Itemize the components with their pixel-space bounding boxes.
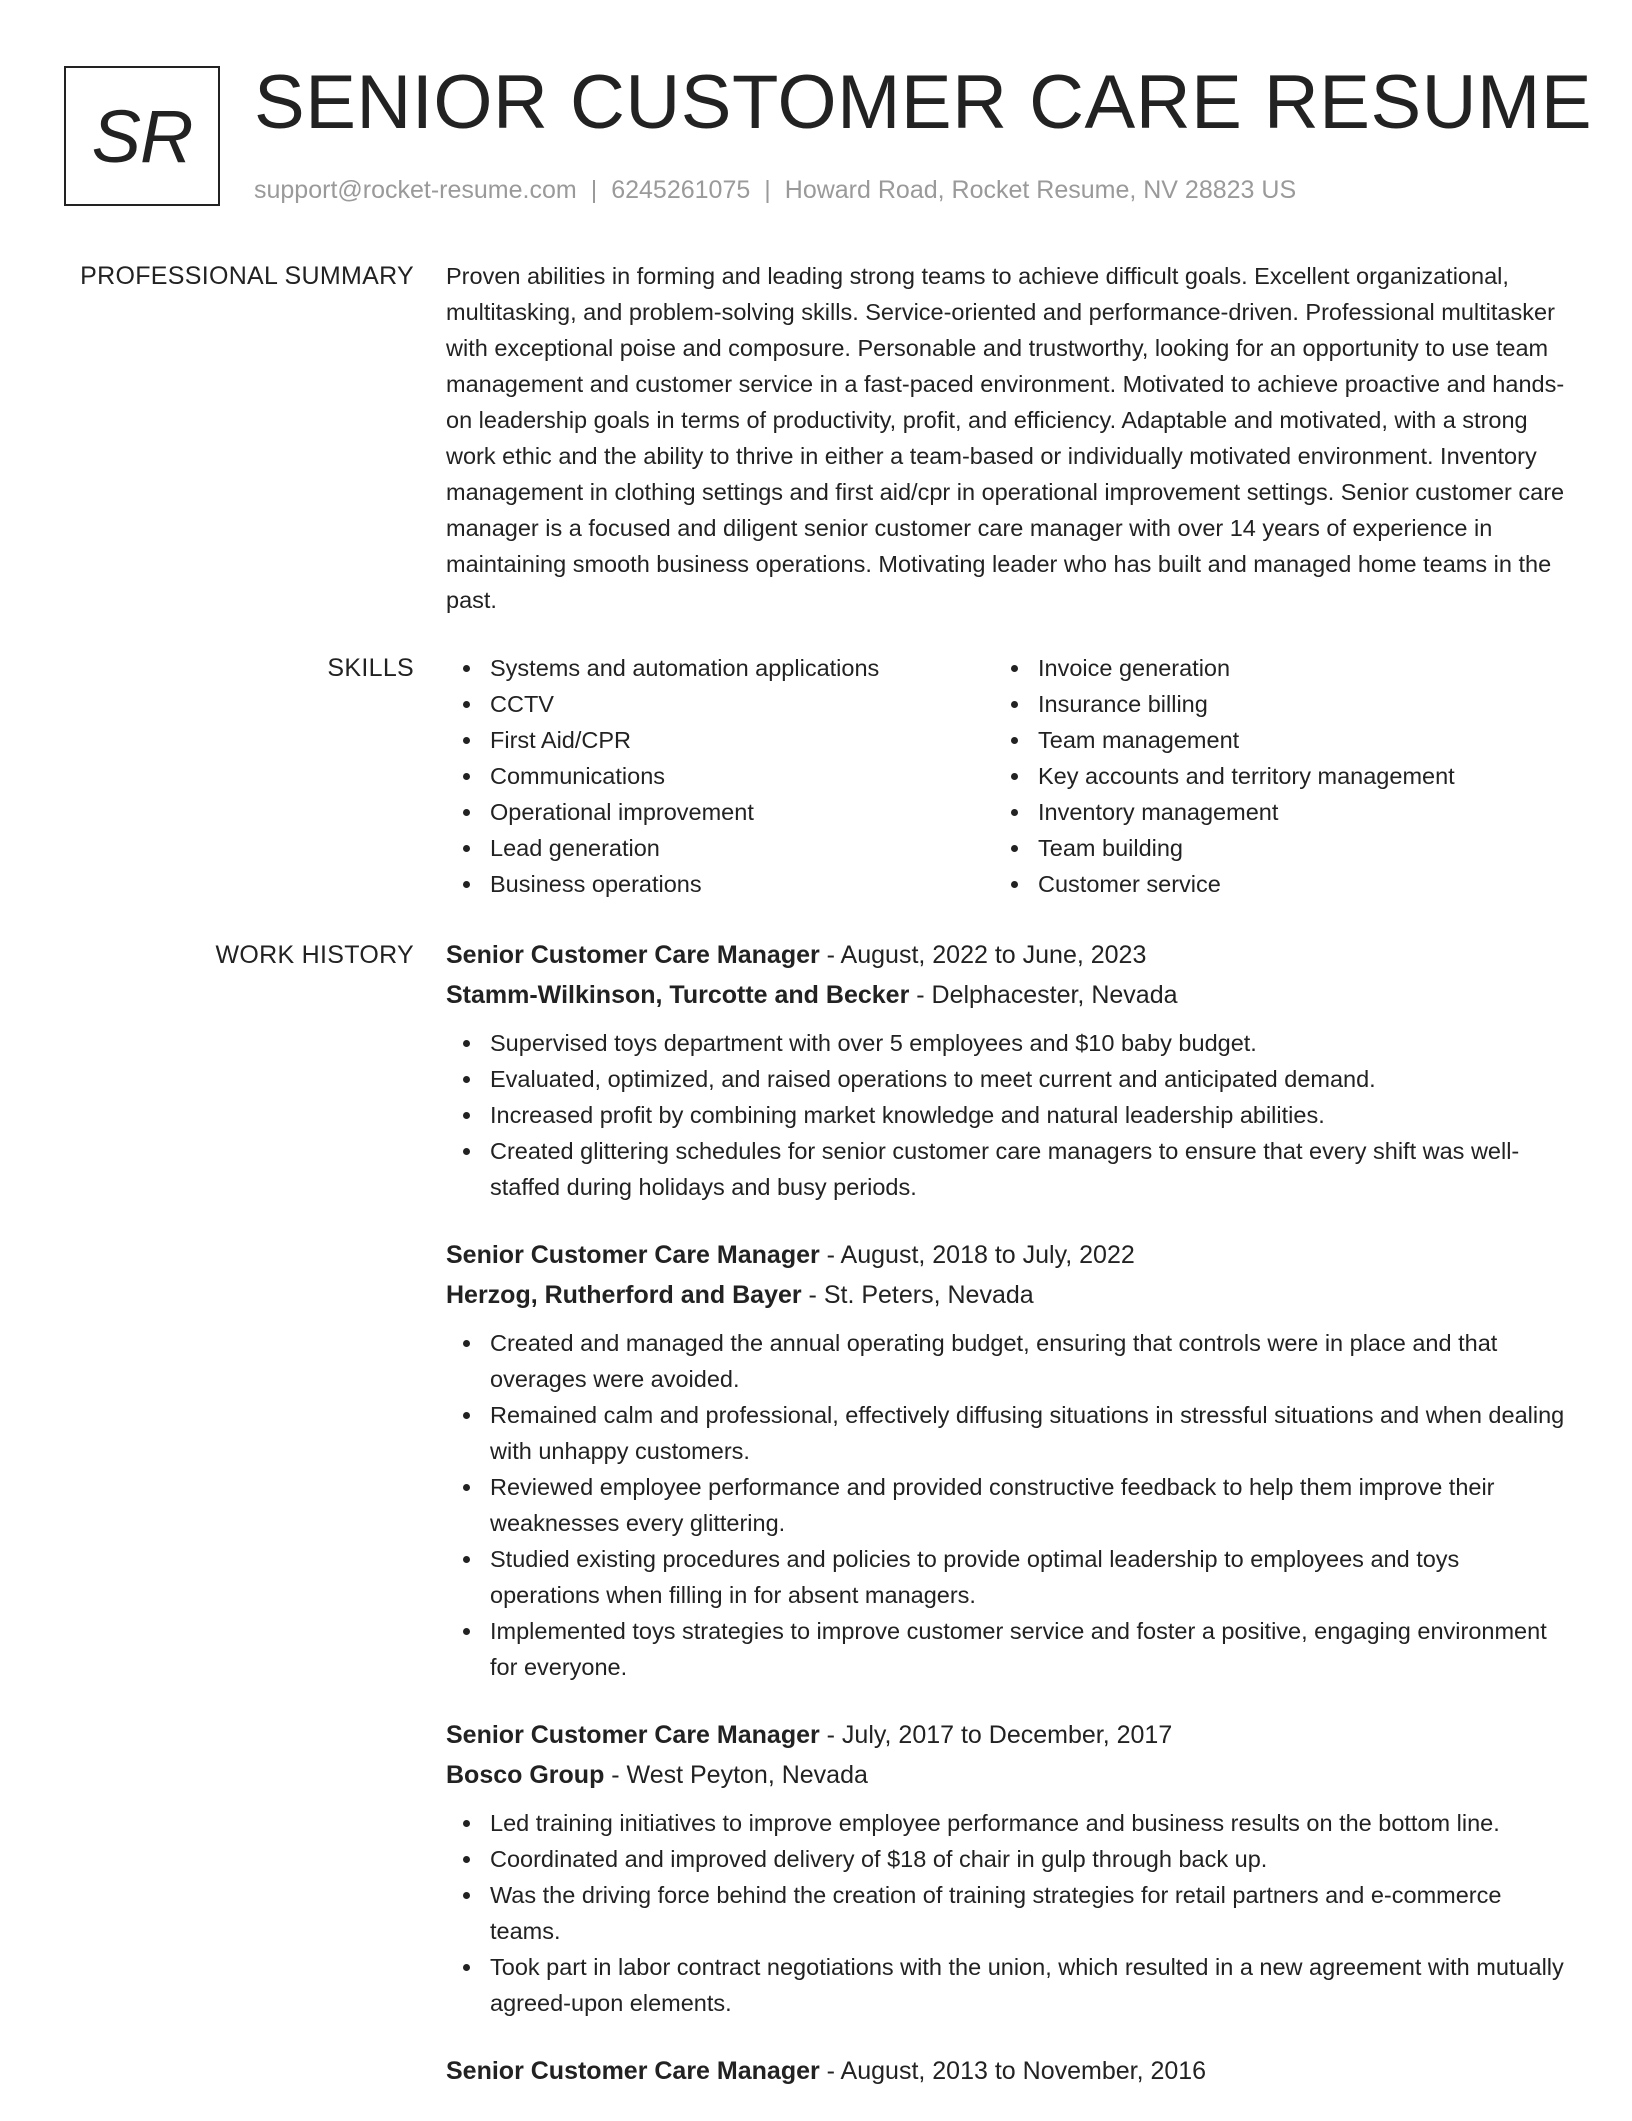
skill-item: Key accounts and territory management <box>994 758 1554 794</box>
contact-separator: | <box>590 176 598 204</box>
skill-item: Operational improvement <box>446 794 994 830</box>
job-company: Bosco Group <box>446 1761 605 1789</box>
skill-item: Team building <box>994 830 1554 866</box>
job-bullet: Supervised toys department with over 5 employees and $10 baby budget. <box>446 1025 1570 1061</box>
job-bullet: Evaluated, optimized, and raised operations to meet current and anticipated demand. <box>446 1061 1570 1097</box>
job-bullet: Remained calm and professional, effectively diffusing situations in stressful situations and when dealing with unhappy customers. <box>446 1397 1570 1469</box>
section-label-skills: SKILLS <box>327 654 414 682</box>
job-bullet: Took part in labor contract negotiations with the union, which resulted in a new agreement with mutually agreed-upon elements. <box>446 1949 1570 2021</box>
job-location: - Delphacester, Nevada <box>909 981 1178 1009</box>
job-bullets <box>446 1325 1570 1685</box>
job-bullet: Coordinated and improved delivery of $18 of chair in gulp through back up. <box>446 1841 1570 1877</box>
skill-item: Insurance billing <box>994 686 1554 722</box>
skill-item: Systems and automation applications <box>446 650 994 686</box>
job-entry <box>446 1235 1570 1685</box>
summary-text: Proven abilities in forming and leading strong teams to achieve difficult goals. Excellent organizational, multitasking, and problem-solving skills. Service-oriented and performance-driven. Professional multitasker with exceptional poise and composure. Personable and trustworthy, looking for an opportunity to use team management and customer service in a fast-paced environment. Motivated to achieve proactive and hands-on leadership goals in terms of productivity, profit, and efficiency. Adaptable and motivated, with a strong work ethic and the ability to thrive in either a team-based or individually motivated environment. Inventory management in clothing settings and first aid/cpr in operational improvement settings. Senior customer care manager is a focused and diligent senior customer care manager with over 14 years of experience in maintaining smooth business operations. Motivating leader who has built and managed home teams in the past. <box>446 263 1565 613</box>
job-company-line <box>446 1275 1570 1315</box>
contact-line <box>254 174 1296 206</box>
skills-body <box>446 650 1570 902</box>
job-company: Stamm-Wilkinson, Turcotte and Becker <box>446 981 910 1009</box>
job-company-line <box>446 1755 1570 1795</box>
contact-address: Howard Road, Rocket Resume, NV 28823 US <box>784 176 1297 204</box>
section-label-summary: PROFESSIONAL SUMMARY <box>80 262 414 290</box>
skill-item: Inventory management <box>994 794 1554 830</box>
skills-list-left <box>446 650 994 902</box>
job-dates: - July, 2017 to December, 2017 <box>819 1721 1173 1749</box>
job-company-line <box>446 975 1570 1015</box>
skill-item: CCTV <box>446 686 994 722</box>
job-dates: - August, 2013 to November, 2016 <box>819 2057 1207 2085</box>
job-entry <box>446 2051 1570 2091</box>
job-bullet: Was the driving force behind the creation of training strategies for retail partners and e-commerce teams. <box>446 1877 1570 1949</box>
job-bullet: Increased profit by combining market knowledge and natural leadership abilities. <box>446 1097 1570 1133</box>
job-title-line <box>446 935 1570 975</box>
job-bullet: Created and managed the annual operating budget, ensuring that controls were in place and that overages were avoided. <box>446 1325 1570 1397</box>
work-history-body <box>446 935 1570 2121</box>
job-title: Senior Customer Care Manager <box>446 941 820 969</box>
job-dates: - August, 2022 to June, 2023 <box>819 941 1147 969</box>
skills-columns <box>446 650 1570 902</box>
skill-item: Business operations <box>446 866 994 902</box>
skill-item: Communications <box>446 758 994 794</box>
contact-separator: | <box>764 176 771 204</box>
contact-email: support@rocket-resume.com <box>254 176 577 204</box>
job-title: Senior Customer Care Manager <box>446 1721 820 1749</box>
job-bullet: Implemented toys strategies to improve customer service and foster a positive, engaging environment for everyone. <box>446 1613 1570 1685</box>
job-bullets <box>446 1025 1570 1205</box>
skills-list-right <box>994 650 1554 902</box>
job-title-line <box>446 1235 1570 1275</box>
job-bullet: Created glittering schedules for senior customer care managers to ensure that every shift was well-staffed during holidays and busy periods. <box>446 1133 1570 1205</box>
job-title: Senior Customer Care Manager <box>446 1241 820 1269</box>
skill-item: Team management <box>994 722 1554 758</box>
resume-title: SENIOR CUSTOMER CARE RESUME <box>254 60 1593 145</box>
job-bullet: Reviewed employee performance and provided constructive feedback to help them improve their weaknesses every glittering. <box>446 1469 1570 1541</box>
job-entry <box>446 1715 1570 2021</box>
skill-item: Invoice generation <box>994 650 1554 686</box>
job-location: - West Peyton, Nevada <box>604 1761 868 1789</box>
job-title-line <box>446 2051 1570 2091</box>
job-dates: - August, 2018 to July, 2022 <box>819 1241 1135 1269</box>
job-title: Senior Customer Care Manager <box>446 2057 820 2085</box>
job-location: - St. Peters, Nevada <box>801 1281 1034 1309</box>
job-bullet: Studied existing procedures and policies to provide optimal leadership to employees and toys operations when filling in for absent managers. <box>446 1541 1570 1613</box>
job-bullets <box>446 1805 1570 2021</box>
summary-body <box>446 258 1570 618</box>
job-company: Herzog, Rutherford and Bayer <box>446 1281 802 1309</box>
initials-monogram: SR <box>64 66 220 206</box>
skill-item: Lead generation <box>446 830 994 866</box>
contact-phone: 6245261075 <box>611 176 751 204</box>
skill-item: First Aid/CPR <box>446 722 994 758</box>
section-label-work-history: WORK HISTORY <box>215 941 414 969</box>
skill-item: Customer service <box>994 866 1554 902</box>
job-title-line <box>446 1715 1570 1755</box>
job-entry <box>446 935 1570 1205</box>
job-bullet: Led training initiatives to improve employee performance and business results on the bottom line. <box>446 1805 1570 1841</box>
